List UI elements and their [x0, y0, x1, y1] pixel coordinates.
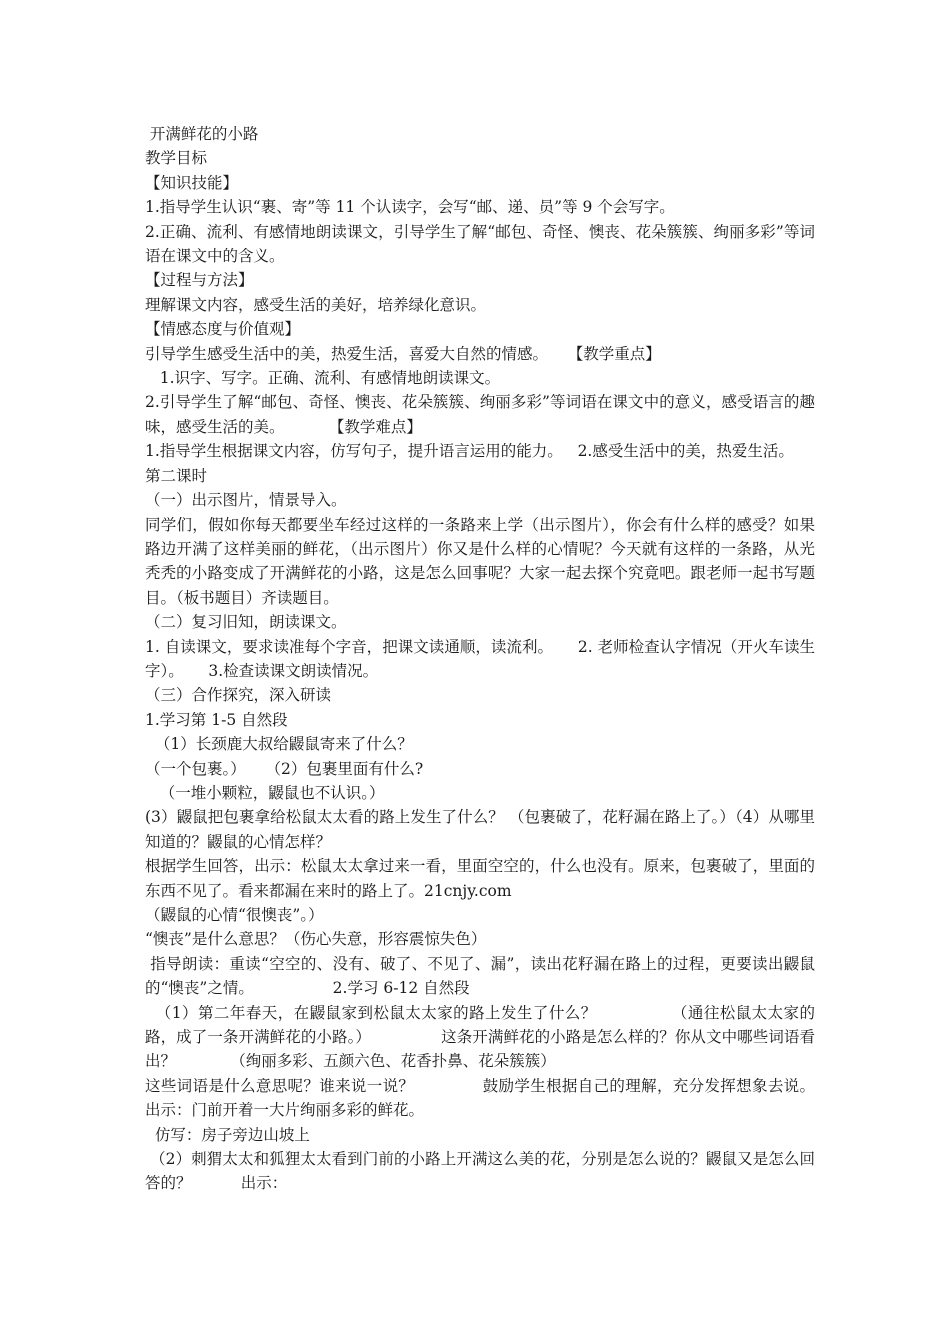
subsection-heading: 【知识技能】 — [145, 173, 239, 192]
paragraph: 这些词语是什么意思呢？谁来说一说？ 鼓励学生根据自己的理解，充分发挥想象去说。 出示：门前开着一大片绚丽多彩的鲜花。 — [145, 1076, 860, 1120]
paragraph: （1）长颈鹿大叔给鼹鼠寄来了什么？ — [145, 735, 413, 754]
paragraph: 1.学习第 1-5 自然段 — [145, 710, 288, 729]
paragraph: 仿写：房子旁边山坡上 — [145, 1125, 310, 1144]
subsection-heading: （二）复习旧知，朗读课文。 — [145, 613, 347, 632]
paragraph: （1）第二年春天，在鼹鼠家到松鼠太太家的路上发生了什么？ （通往松鼠太太家的路，成了一条开满鲜花的小路。） 这条开满鲜花的小路是怎么样的？你从文中哪些词语看出？ （绚丽多彩、五颜六色、花香扑鼻、花朵簇簇） — [145, 1003, 816, 1071]
paragraph: 同学们，假如你每天都要坐车经过这样的一条路来上学（出示图片），你会有什么样的感受？如果路边开满了这样美丽的鲜花，（出示图片）你又是什么样的心情呢？今天就有这样的一条路，从光秃秃的小路变成了开满鲜花的小路，这是怎么回事呢？大家一起去探个究竟吧。跟老师一起书写题目。（板书题目）齐读题目。 — [145, 515, 815, 607]
section-heading: 教学目标 — [145, 149, 208, 168]
subsection-heading: 【情感态度与价值观】 — [145, 320, 301, 339]
subsection-heading: （三）合作探究，深入研读 — [145, 686, 332, 705]
document-body — [145, 122, 860, 1196]
paragraph: 引导学生感受生活中的美，热爱生活，喜爱大自然的情感。 【教学重点】 — [145, 344, 661, 363]
paragraph: 1.指导学生认识“裹、寄”等 11 个认读字，会写“邮、递、员”等 9 个会写字。 — [145, 198, 675, 217]
subsection-heading: （一）出示图片，情景导入。 — [145, 491, 347, 510]
paragraph: (3）鼹鼠把包裹拿给松鼠太太看的路上发生了什么？ （包裹破了，花籽漏在路上了。）（4）从哪里知道的？鼹鼠的心情怎样？ — [145, 808, 815, 851]
section-heading: 第二课时 — [145, 466, 208, 485]
paragraph: 理解课文内容，感受生活的美好，培养绿化意识。 — [145, 295, 487, 314]
paragraph: 2.正确、流利、有感情地朗读课文，引导学生了解“邮包、奇怪、懊丧、花朵簇簇、绚丽多彩”等词语在课文中的含义。 — [145, 222, 815, 266]
paragraph: 1.指导学生根据课文内容，仿写句子，提升语言运用的能力。 2.感受生活中的美，热爱生活。 — [145, 442, 794, 461]
paragraph: 1.识字、写字。正确、流利、有感情地朗读课文。 — [145, 369, 501, 388]
subsection-heading: 【过程与方法】 — [145, 271, 254, 290]
paragraph: （鼹鼠的心情“很懊丧”。） — [145, 906, 324, 924]
paragraph: （一个包裹。） （2）包裹里面有什么? — [145, 759, 424, 778]
document-title: 开满鲜花的小路 — [145, 125, 259, 143]
paragraph: 指导朗读：重读“空空的、没有、破了、不见了、漏”，读出花籽漏在路上的过程，更要读出鼹鼠的“懊丧”之情。 2.学习 6-12 自然段 — [145, 954, 815, 998]
paragraph: （2）刺猬太太和狐狸太太看到门前的小路上开满这么美的花，分别是怎么说的？鼹鼠又是怎么回答的？ 出示： — [145, 1150, 815, 1193]
paragraph: 根据学生回答，出示：松鼠太太拿过来一看，里面空空的，什么也没有。原来，包裹破了，里面的东西不见了。看来都漏在来时的路上了。21cnjy.com — [145, 857, 815, 900]
paragraph: 1. 自读课文，要求读准每个字音，把课文读通顺，读流利。 2. 老师检查认字情况（开火车读生字）。 3.检查读课文朗读情况。 — [145, 637, 815, 680]
paragraph: （一堆小颗粒，鼹鼠也不认识。） — [145, 783, 385, 802]
paragraph: 2.引导学生了解“邮包、奇怪、懊丧、花朵簇簇、绚丽多彩”等词语在课文中的意义，感受语言的趣味，感受生活的美。 【教学难点】 — [145, 393, 815, 436]
paragraph: “懊丧”是什么意思？（伤心失意，形容震惊失色） — [145, 930, 487, 949]
